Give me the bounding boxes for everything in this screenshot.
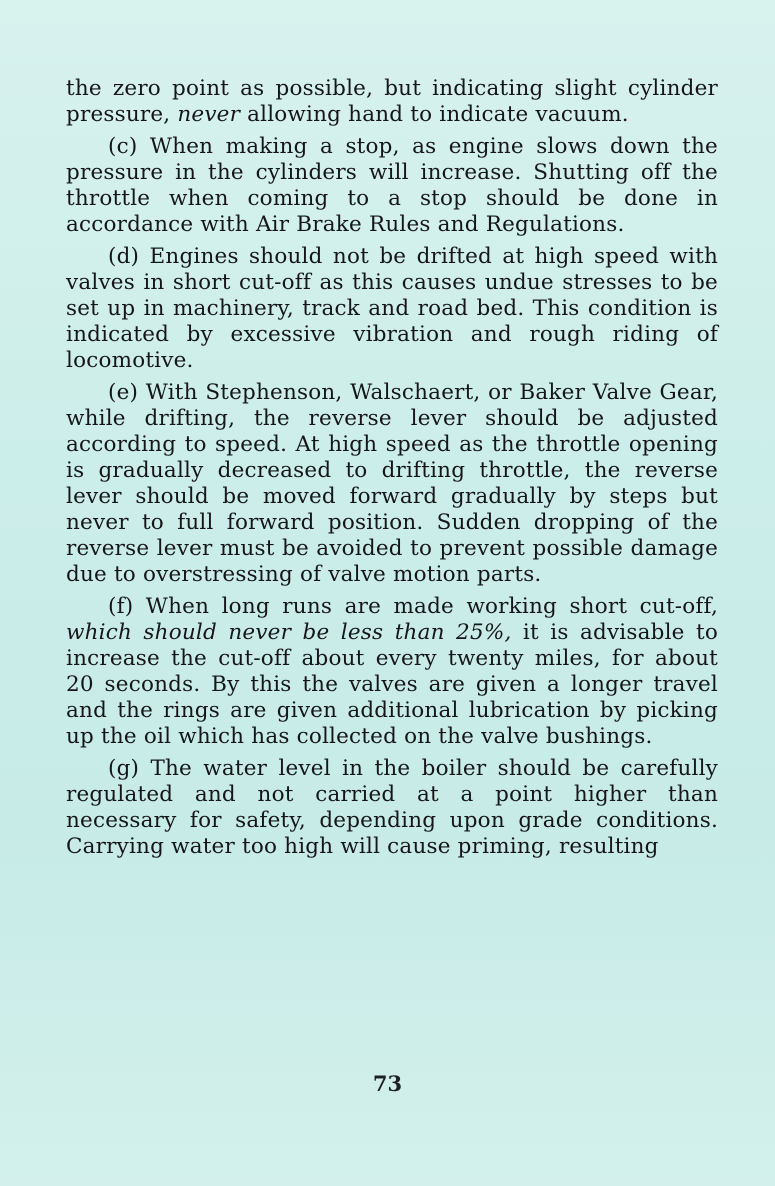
emphasis-text: never	[177, 102, 241, 127]
emphasis-text: which should never be less than 25%,	[66, 620, 512, 645]
paragraph-text: (d) Engines should not be drifted at high speed with valves in short cut-off as this causes undue stresses to be set up in machinery, track and road bed. This condition is indicated by excessive vibration and rough riding of locomotive.	[66, 244, 718, 373]
paragraph-text: the zero point as possible, but indicating slight cylinder pressure,	[66, 76, 718, 127]
paragraph-text: (c) When making a stop, as engine slows down the pressure in the cylinders will increase. Shutting off the throttle when coming to a stop should be done in accordance with Air Brake Rules and Regulations.	[66, 134, 718, 237]
paragraph-continuation	[66, 76, 718, 128]
paragraph-text: it is advisable to increase the cut-off about every twenty miles, for about 20 seconds. By this the valves are given a longer travel and the rings are given additional lubrication by picking up the oil which has collected on the valve bushings.	[66, 620, 718, 749]
paragraph-text: (f) When long runs are made working short cut-off,	[108, 594, 718, 619]
paragraph-g	[66, 756, 718, 860]
paragraph-f	[66, 594, 718, 750]
paragraph-text: allowing hand to indicate vacuum.	[240, 102, 629, 127]
paragraph-text: (g) The water level in the boiler should be carefully regulated and not carried at a point higher than necessary for safety, depending upon grade conditions. Carrying water too high will cause priming, resulting	[66, 756, 718, 859]
paragraph-e	[66, 380, 718, 588]
paragraph-text: (e) With Stephenson, Walschaert, or Baker Valve Gear, while drifting, the reverse lever should be adjusted according to speed. At high speed as the throttle opening is gradually decreased to drifting throttle, the reverse lever should be moved forward gradually by steps but never to full forward position. Sudden dropping of the reverse lever must be avoided to prevent possible damage due to overstressing of valve motion parts.	[66, 380, 718, 587]
paragraph-d	[66, 244, 718, 374]
page-number: 73	[372, 1071, 403, 1096]
document-page	[66, 76, 718, 1116]
paragraph-c	[66, 134, 718, 238]
